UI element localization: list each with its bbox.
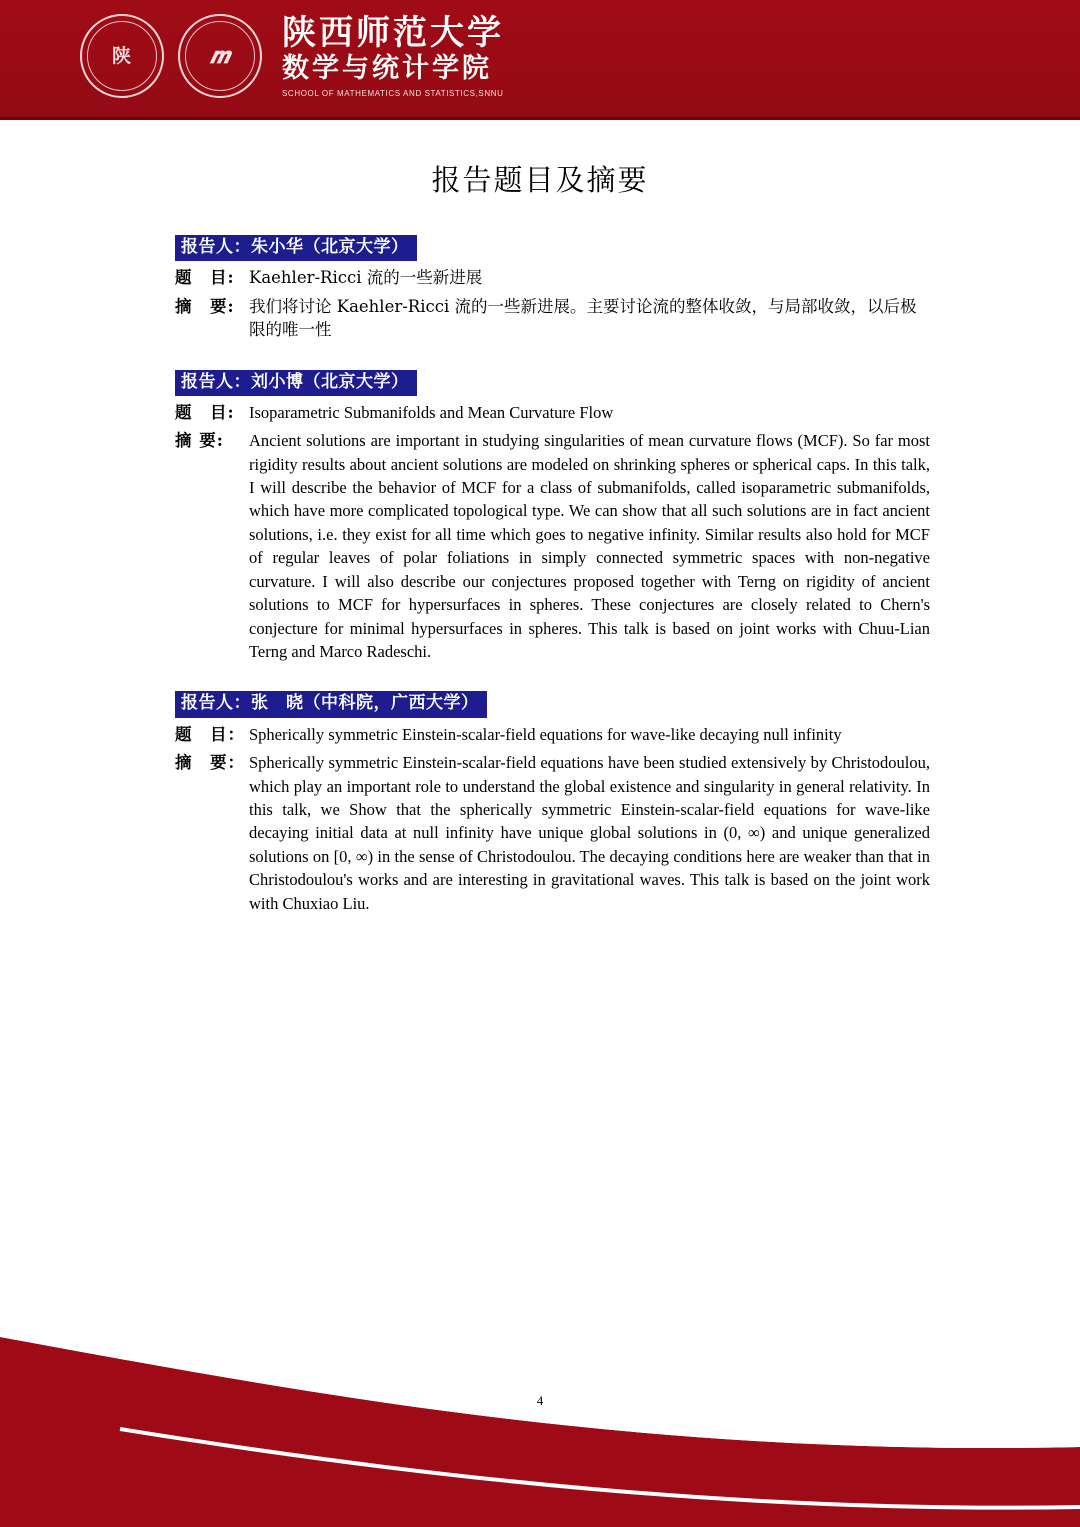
speaker-heading-2: 报告人：刘小博（北京大学）	[175, 370, 417, 396]
talk-title-value-3: Spherically symmetric Einstein-scalar-field equations for wave-like decaying null infinity	[249, 724, 842, 744]
speaker-heading-1: 报告人：朱小华（北京大学）	[175, 235, 417, 261]
talk-abstract-value-3: Spherically symmetric Einstein-scalar-field equations have been studied extensively by Christodoulou, which play an important role to understand the global existence and singularity in general relativity. In this talk, we Show that the spherically symmetric Einstein-scalar-field equations for wave-like decaying initial data at null infinity have unique global solutions in (0, ∞) and unique generalized solutions on [0, ∞) in the sense of Christodoulou. The decaying conditions here are weaker than that in Christodoulou's works and are interesting in gravitational waves. This talk is based on the joint work with Chuxiao Liu.	[249, 753, 930, 913]
footer-decoration	[0, 1297, 1080, 1527]
page-header-banner	[0, 0, 1080, 120]
talk-title-label-2: 题 目:	[175, 402, 235, 422]
university-seal-character: 陕	[111, 45, 132, 67]
page-title: 报告题目及摘要	[431, 163, 649, 197]
talk-entry-2	[175, 356, 930, 664]
section-divider-1	[175, 342, 930, 356]
talk-title-row-3	[175, 723, 930, 746]
talk-abstract-row-3	[175, 751, 930, 915]
talk-abstract-row-2	[175, 429, 930, 663]
talk-title-label-1: 题 目:	[175, 268, 235, 288]
talk-abstract-label-2: 摘 要:	[175, 431, 224, 451]
document-page	[0, 120, 1080, 915]
footer-swoosh-icon	[0, 1297, 1080, 1527]
university-name-cn: 陕西师范大学	[282, 13, 504, 54]
university-seal-icon	[80, 14, 164, 98]
section-divider-2	[175, 663, 930, 677]
talk-abstract-label-3: 摘 要：	[175, 753, 245, 773]
talk-entry-1	[175, 221, 930, 342]
talk-title-value-2: Isoparametric Submanifolds and Mean Curvature Flow	[249, 402, 614, 422]
talk-abstract-row-1	[175, 295, 930, 342]
header-title-group	[282, 14, 504, 97]
school-seal-icon	[178, 14, 262, 98]
talk-title-label-3: 题 目：	[175, 724, 245, 744]
school-name-en: SCHOOL OF MATHEMATICS AND STATISTICS,SNNU	[282, 88, 504, 98]
talk-abstract-value-1: 我们将讨论 Kaehler-Ricci 流的一些新进展。主要讨论流的整体收敛，与局部收敛，以后极限的唯一性	[249, 296, 917, 340]
school-name-cn: 数学与统计学院	[282, 53, 492, 85]
talk-abstract-label-1: 摘 要:	[175, 296, 235, 316]
page-number: 4	[536, 1393, 544, 1408]
school-seal-character: 𝒎	[209, 43, 231, 68]
header-logo-group	[80, 14, 504, 98]
talk-title-row-1	[175, 266, 930, 289]
document-content	[175, 221, 930, 915]
talk-abstract-value-2: Ancient solutions are important in studying singularities of mean curvature flows (MCF). So far most rigidity results about ancient solutions are modeled on shrinking spheres or spherical caps. In this talk, I will describe the behavior of MCF for a class of submanifolds, called isoparametric submanifolds, which have more complicated topological type. We can show that all such solutions are in fact ancient solutions, i.e. they exist for all time which goes to negative infinity. Similar results also hold for MCF of regular leaves of polar foliations in simply connected symmetric spaces with non-negative curvature. I will also describe our conjectures proposed together with Terng on rigidity of ancient solutions to MCF for hypersurfaces in spheres. These conjectures are closely related to Chern's conjecture for minimal hypersurfaces in spheres. This talk is based on joint works with Chuu-Lian Terng and Marco Radeschi.	[249, 431, 930, 661]
talk-title-value-1: Kaehler-Ricci 流的一些新进展	[249, 268, 483, 288]
talk-entry-3	[175, 677, 930, 915]
talk-title-row-2	[175, 401, 930, 424]
speaker-heading-3: 报告人：张 晓（中科院，广西大学）	[175, 691, 487, 717]
